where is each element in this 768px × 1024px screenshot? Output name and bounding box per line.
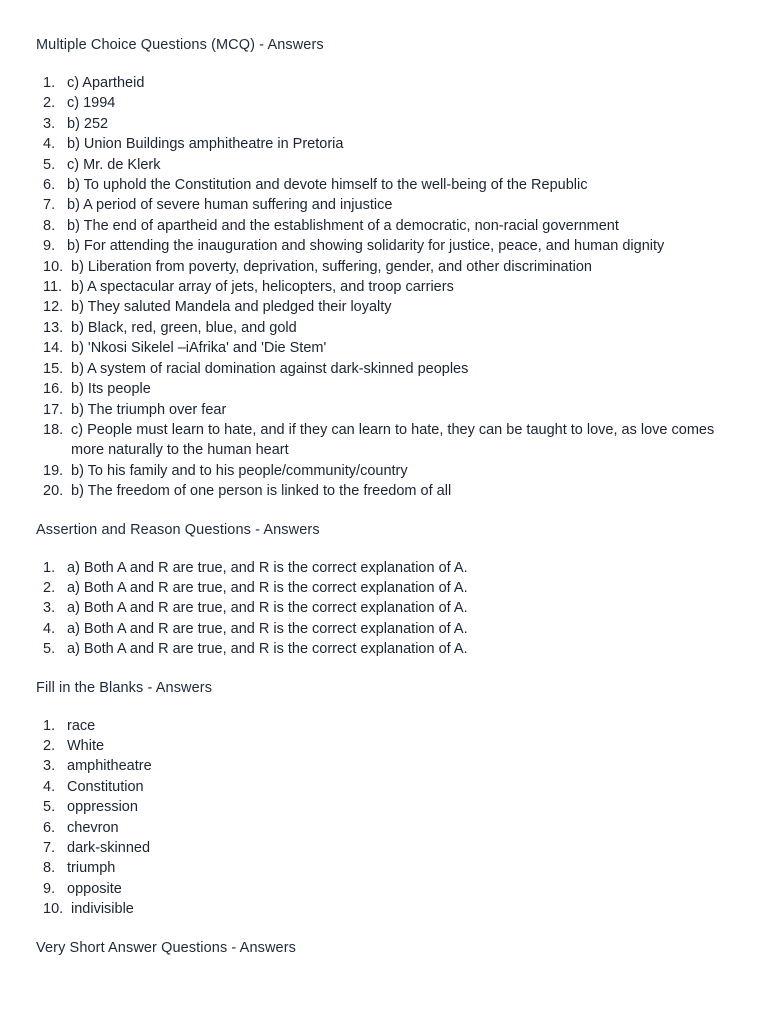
list-item [36,481,732,501]
list-item [36,598,732,618]
item-number: 8. [43,860,56,877]
item-number: 15. [43,360,64,377]
item-text: b) Liberation from poverty, deprivation, suffering, gender, and other discrimination [71,258,592,275]
list-item [36,134,732,154]
item-number: 10. [43,901,64,918]
item-text: dark-skinned [67,840,151,856]
list-item [36,114,732,134]
item-number: 1. [43,717,56,734]
list-item [36,838,732,858]
item-number: 12. [43,299,64,316]
item-number: 7. [43,840,56,856]
item-text: triumph [67,860,116,877]
list-item [36,558,732,578]
item-number: 14. [43,340,64,357]
item-text: a) Both A and R are true, and R is the correct explanation of A. [67,620,468,637]
item-text: b) The triumph over fear [71,401,227,418]
list-item [36,899,732,919]
list-item [36,578,732,598]
item-number: 18. [43,421,64,438]
item-text: b) 252 [67,115,109,132]
item-number: 2. [43,737,56,754]
answer-list [36,716,732,920]
list-item [36,400,732,420]
list-item [36,338,732,358]
list-item [36,175,732,195]
item-number: 1. [43,559,56,576]
list-item [36,73,732,93]
item-number: 9. [43,880,56,897]
list-item [36,639,732,659]
list-item [36,195,732,215]
item-text: b) The freedom of one person is linked to the freedom of all [71,483,452,500]
item-number: 11. [43,279,63,296]
item-text: oppression [67,799,138,816]
item-text: b) They saluted Mandela and pledged their loyalty [71,299,392,316]
list-item [36,777,732,797]
item-text: b) Black, red, green, blue, and gold [71,319,297,336]
answer-list [36,73,732,502]
item-text: b) The end of apartheid and the establishment of a democratic, non-racial government [67,217,619,234]
item-number: 19. [43,462,64,479]
list-item [36,716,732,736]
item-number: 5. [43,156,56,173]
list-item [36,257,732,277]
item-number: 4. [43,136,56,153]
item-text: b) A period of severe human suffering and injustice [67,197,393,214]
item-text: a) Both A and R are true, and R is the correct explanation of A. [67,600,468,617]
item-number: 3. [43,758,56,775]
item-text: c) Apartheid [67,75,145,91]
item-text: b) Union Buildings amphitheatre in Pretoria [67,136,344,153]
item-number: 2. [43,579,56,596]
item-text: chevron [67,819,119,836]
item-text: c) People must learn to hate, and if they can learn to hate, they can be taught to love, as love comes more naturally to the human heart [71,421,715,459]
item-text: Constitution [67,778,144,795]
item-number: 8. [43,217,56,234]
item-text: a) Both A and R are true, and R is the correct explanation of A. [67,559,468,576]
list-item [36,318,732,338]
item-text: b) To uphold the Constitution and devote himself to the well-being of the Republic [67,177,588,194]
document-content [36,35,732,958]
item-text: b) To his family and to his people/community/country [71,462,408,479]
list-item [36,736,732,756]
item-number: 4. [43,778,56,795]
list-item [36,818,732,838]
item-text: b) 'Nkosi Sikelel –iAfrika' and 'Die Stem' [71,340,327,357]
item-number: 9. [43,238,56,255]
item-number: 1. [43,75,56,91]
item-text: race [67,717,96,734]
item-number: 4. [43,620,56,637]
section-heading: Multiple Choice Questions (MCQ) - Answers [36,37,324,53]
section-heading: Fill in the Blanks - Answers [36,679,213,696]
list-item [36,858,732,878]
item-number: 6. [43,177,56,194]
item-text: c) 1994 [67,95,116,112]
item-text: b) A system of racial domination against dark-skinned peoples [71,360,469,377]
item-number: 3. [43,600,56,617]
item-text: a) Both A and R are true, and R is the correct explanation of A. [67,641,468,658]
item-number: 7. [43,197,56,214]
item-number: 2. [43,95,56,112]
list-item [36,619,732,639]
item-text: White [67,737,105,754]
list-item [36,93,732,113]
list-item [36,756,732,776]
item-number: 10. [43,258,64,275]
item-number: 6. [43,819,56,836]
item-text: indivisible [71,901,134,918]
item-number: 16. [43,381,64,398]
item-text: b) A spectacular array of jets, helicopters, and troop carriers [71,279,454,296]
list-item [36,236,732,256]
section-heading: Assertion and Reason Questions - Answers [36,521,320,538]
item-text: b) For attending the inauguration and showing solidarity for justice, peace, and human dignity [67,238,665,255]
item-number: 17. [43,401,64,418]
item-number: 3. [43,115,56,132]
list-item [36,155,732,175]
answer-list [36,558,732,660]
item-number: 20. [43,483,64,500]
item-text: amphitheatre [67,758,152,775]
item-number: 5. [43,799,56,816]
list-item [36,297,732,317]
item-text: c) Mr. de Klerk [67,156,161,173]
item-text: a) Both A and R are true, and R is the correct explanation of A. [67,579,468,596]
list-item [36,359,732,379]
list-item [36,797,732,817]
list-item [36,379,732,399]
list-item [36,216,732,236]
list-item [36,461,732,481]
list-item [36,420,732,461]
item-text: b) Its people [71,381,151,398]
list-item [36,879,732,899]
item-text: opposite [67,880,122,897]
item-number: 13. [43,319,64,336]
list-item [36,277,732,297]
section-heading: Very Short Answer Questions - Answers [36,939,296,956]
item-number: 5. [43,641,56,658]
